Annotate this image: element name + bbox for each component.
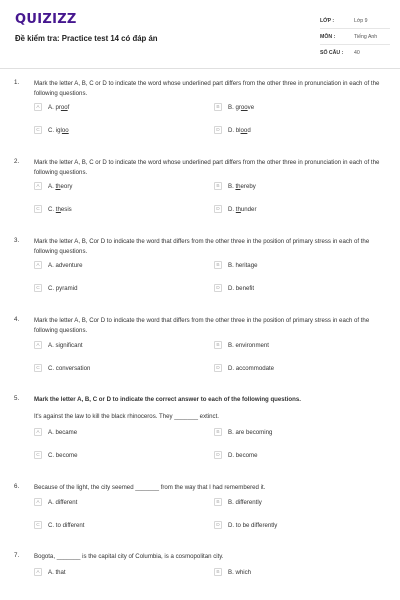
option-letter-box: D <box>214 205 222 213</box>
answer-option-b[interactable] <box>214 180 256 192</box>
option-text <box>48 499 77 506</box>
meta-value: Tiếng Anh <box>354 34 378 40</box>
option-label: B. <box>228 341 236 349</box>
answer-option-c[interactable] <box>34 362 90 374</box>
answer-option-c[interactable] <box>34 449 77 461</box>
option-word-part: accommodate <box>235 364 275 372</box>
option-text <box>228 429 272 436</box>
option-letter-box: A <box>34 261 42 269</box>
option-underlined-part: oo <box>240 126 248 134</box>
question-number: 3. <box>14 237 20 244</box>
option-underlined-part: oo <box>61 126 69 134</box>
option-word-part: that <box>55 568 66 576</box>
answer-option-b[interactable] <box>214 259 257 271</box>
meta-table <box>320 14 390 61</box>
option-letter-box: D <box>214 364 222 372</box>
option-underlined-part: th <box>235 205 241 213</box>
option-label: A. <box>48 182 56 190</box>
answer-option-d[interactable] <box>214 449 257 461</box>
option-label: A. <box>48 261 56 269</box>
option-word-part: gr <box>235 103 241 111</box>
option-label: D. <box>228 126 236 134</box>
option-label: D. <box>228 284 236 292</box>
option-letter-box: A <box>34 182 42 190</box>
document-title: Đề kiểm tra: Practice test 14 có đáp án <box>15 34 158 43</box>
option-text <box>228 452 257 459</box>
answer-option-d[interactable] <box>214 362 274 374</box>
option-word-part: benefit <box>235 284 255 292</box>
option-text <box>228 365 274 372</box>
meta-row-subject <box>320 30 390 45</box>
question-text: Mark the letter A, B, C or D to indicate the correct answer to each of the following questions. <box>34 396 301 403</box>
option-word-part: conversation <box>55 364 91 372</box>
option-word-part: to be differently <box>235 521 278 529</box>
option-label: D. <box>228 451 236 459</box>
option-letter-box: B <box>214 341 222 349</box>
option-letter-box: B <box>214 568 222 576</box>
option-label: B. <box>228 182 236 190</box>
question-number: 4. <box>14 316 20 323</box>
option-underlined-part: th <box>55 182 61 190</box>
option-word-part: bl <box>235 126 241 134</box>
option-letter-box: C <box>34 126 42 134</box>
option-letter-box: A <box>34 568 42 576</box>
option-letter-box: A <box>34 428 42 436</box>
option-word-part: become <box>55 451 78 459</box>
answer-option-b[interactable] <box>214 426 272 438</box>
option-text <box>228 499 262 506</box>
option-label: C. <box>48 521 56 529</box>
option-word-part: to different <box>55 521 85 529</box>
question-text: Mark the letter A, B, Cor D to indicate the word that differs from the other three in the position of primary stress in each of the following questions. <box>34 238 370 255</box>
answer-option-a[interactable] <box>34 180 72 192</box>
option-label: C. <box>48 284 56 292</box>
option-label: C. <box>48 451 56 459</box>
option-text <box>48 262 83 269</box>
option-letter-box: B <box>214 182 222 190</box>
option-letter-box: D <box>214 451 222 459</box>
option-label: C. <box>48 205 56 213</box>
answer-option-c[interactable] <box>34 124 69 136</box>
option-letter-box: C <box>34 451 42 459</box>
option-word-part: ereby <box>240 182 256 190</box>
answer-option-d[interactable] <box>214 282 254 294</box>
option-text <box>228 342 269 349</box>
question-text: Mark the letter A, B, C or D to indicate the word whose underlined part differs from the other three in pronunciation in each of the following questions. <box>34 159 380 176</box>
quizizz-logo: QUIZIZZ <box>15 12 77 27</box>
option-word-part: ve <box>247 103 255 111</box>
answer-option-d[interactable] <box>214 203 256 215</box>
answer-option-a[interactable] <box>34 259 83 271</box>
option-text <box>228 127 251 134</box>
answer-option-c[interactable] <box>34 203 72 215</box>
option-letter-box: B <box>214 261 222 269</box>
question-number: 2. <box>14 158 20 165</box>
option-text <box>48 452 77 459</box>
option-text <box>228 206 256 213</box>
meta-row-class <box>320 14 390 29</box>
answer-option-a[interactable] <box>34 101 69 113</box>
option-word-part: are becoming <box>235 428 273 436</box>
option-label: B. <box>228 428 236 436</box>
answer-option-b[interactable] <box>214 339 269 351</box>
option-word-part: d <box>247 126 251 134</box>
option-label: D. <box>228 521 236 529</box>
option-text <box>48 206 72 213</box>
meta-label: LỚP : <box>320 18 335 24</box>
option-word-part: became <box>55 428 78 436</box>
option-letter-box: A <box>34 341 42 349</box>
option-letter-box: A <box>34 103 42 111</box>
question-text: Because of the light, the city seemed _______ from the way that I had remembered it. <box>34 484 266 491</box>
option-text <box>48 127 69 134</box>
meta-value: 40 <box>354 50 360 56</box>
option-text <box>48 429 77 436</box>
option-label: B. <box>228 103 236 111</box>
option-word-part: which <box>235 568 252 576</box>
answer-option-b[interactable] <box>214 566 251 578</box>
option-text <box>48 183 72 190</box>
option-underlined-part: th <box>55 205 61 213</box>
option-word-part: under <box>240 205 257 213</box>
option-letter-box: B <box>214 103 222 111</box>
option-text <box>228 522 277 529</box>
option-word-part: heritage <box>235 261 258 269</box>
answer-option-a[interactable] <box>34 496 77 508</box>
option-word-part: environment <box>235 341 269 349</box>
option-label: A. <box>48 498 56 506</box>
meta-label: MÔN : <box>320 34 336 40</box>
answer-option-b[interactable] <box>214 496 262 508</box>
option-letter-box: C <box>34 205 42 213</box>
option-text <box>48 522 84 529</box>
option-letter-box: D <box>214 284 222 292</box>
answer-option-c[interactable] <box>34 519 84 531</box>
option-text <box>48 342 83 349</box>
question-number: 7. <box>14 552 20 559</box>
option-word-part: different <box>55 498 78 506</box>
option-label: C. <box>48 364 56 372</box>
option-label: A. <box>48 568 56 576</box>
question-text: Mark the letter A, B, Cor D to indicate the word that differs from the other three in the position of primary stress in each of the following questions. <box>34 317 370 334</box>
option-label: B. <box>228 261 236 269</box>
option-label: B. <box>228 568 236 576</box>
option-label: A. <box>48 341 56 349</box>
question-number: 5. <box>14 395 20 402</box>
option-label: A. <box>48 103 56 111</box>
option-word-part: eory <box>60 182 73 190</box>
answer-option-a[interactable] <box>34 339 83 351</box>
question-prompt: It's against the law to kill the black rhinoceros. They _______ extinct. <box>34 413 219 420</box>
option-text <box>48 365 90 372</box>
option-word-part: pr <box>55 103 61 111</box>
option-word-part: igl <box>55 126 62 134</box>
option-underlined-part: th <box>235 182 241 190</box>
option-text <box>48 285 77 292</box>
answer-option-c[interactable] <box>34 282 77 294</box>
option-label: B. <box>228 498 236 506</box>
option-letter-box: D <box>214 126 222 134</box>
option-word-part: differently <box>235 498 262 506</box>
option-label: D. <box>228 364 236 372</box>
option-text <box>48 104 69 111</box>
answer-option-a[interactable] <box>34 566 66 578</box>
question-number: 1. <box>14 79 20 86</box>
option-word-part: significant <box>55 341 83 349</box>
option-word-part: adventure <box>55 261 83 269</box>
option-text <box>228 569 251 576</box>
option-letter-box: A <box>34 498 42 506</box>
option-word-part: f <box>67 103 70 111</box>
option-underlined-part: oo <box>240 103 248 111</box>
option-letter-box: C <box>34 521 42 529</box>
option-letter-box: C <box>34 364 42 372</box>
question-text: Bogota, _______ is the capital city of Columbia, is a cosmopolitan city. <box>34 553 224 560</box>
option-text <box>48 569 66 576</box>
answer-option-d[interactable] <box>214 519 277 531</box>
answer-option-d[interactable] <box>214 124 251 136</box>
option-letter-box: B <box>214 428 222 436</box>
option-word-part: become <box>235 451 258 459</box>
option-letter-box: D <box>214 521 222 529</box>
option-text <box>228 183 256 190</box>
option-letter-box: C <box>34 284 42 292</box>
option-text <box>228 285 254 292</box>
meta-value: Lớp 9 <box>354 18 368 24</box>
option-word-part: esis <box>60 205 72 213</box>
answer-option-b[interactable] <box>214 101 254 113</box>
option-label: C. <box>48 126 56 134</box>
option-text <box>228 104 254 111</box>
option-letter-box: B <box>214 498 222 506</box>
header-divider <box>0 68 400 69</box>
meta-row-count <box>320 46 390 60</box>
option-word-part: pyramid <box>55 284 78 292</box>
question-text: Mark the letter A, B, C or D to indicate the word whose underlined part differs from the other three in pronunciation in each of the following questions. <box>34 80 380 97</box>
answer-option-a[interactable] <box>34 426 77 438</box>
option-label: A. <box>48 428 56 436</box>
meta-label: SỐ CÂU : <box>320 50 344 56</box>
option-underlined-part: oo <box>60 103 68 111</box>
question-number: 6. <box>14 483 20 490</box>
option-text <box>228 262 257 269</box>
option-label: D. <box>228 205 236 213</box>
